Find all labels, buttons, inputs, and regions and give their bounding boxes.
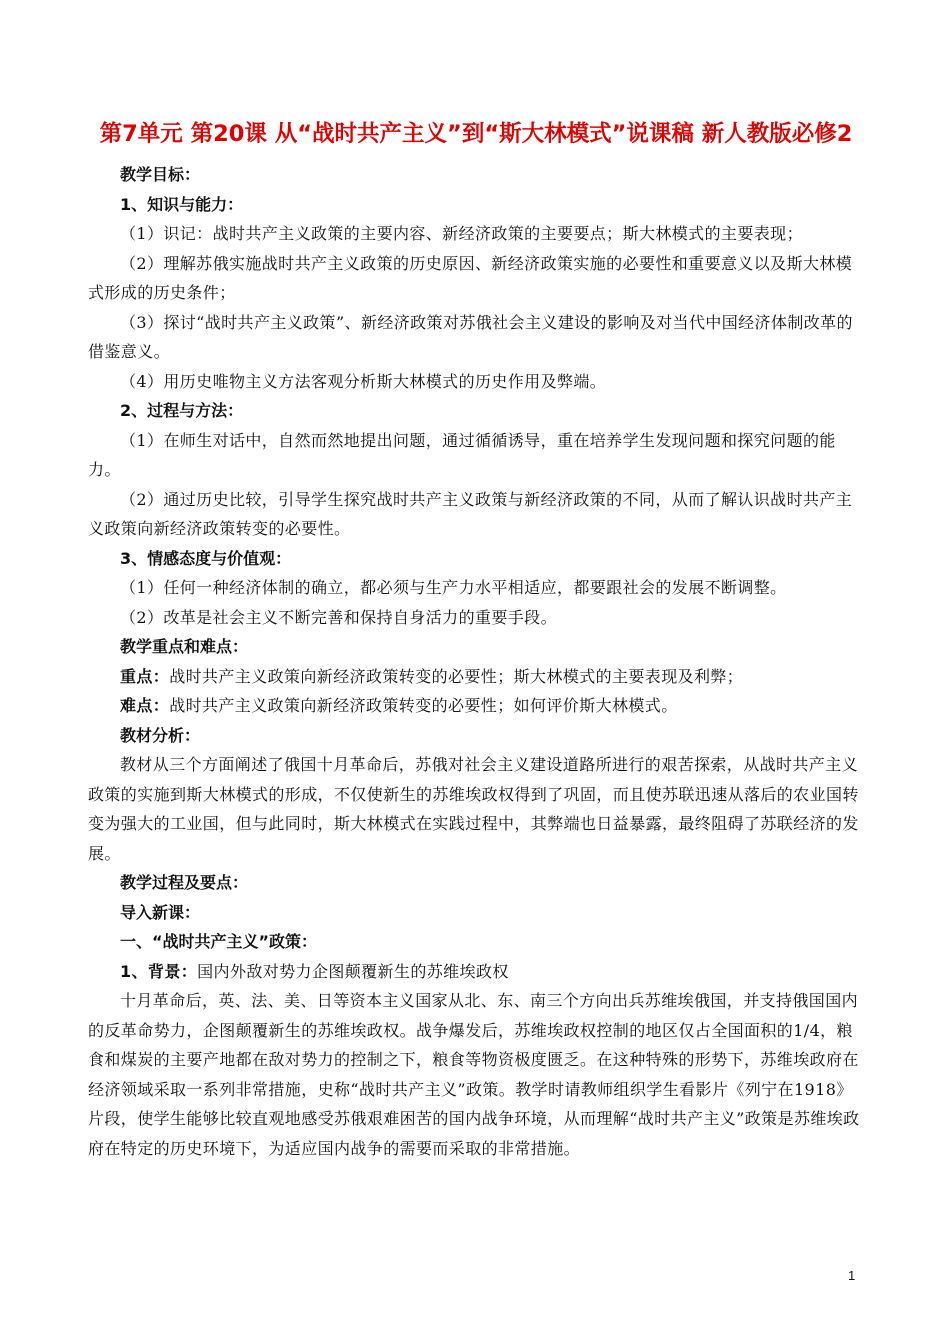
- key-points-heading: 教学重点和难点：: [120, 637, 249, 656]
- part-one-heading: 一、“战时共产主义”政策：: [120, 932, 318, 951]
- process-heading: 2、过程与方法：: [120, 401, 244, 420]
- background-paragraph: 十月革命后，英、法、美、日等资本主义国家从北、东、南三个方向出兵苏维埃俄国，并支持俄国国内的反革命势力，企图颠覆新生的苏维埃政权。战争爆发后，苏维埃政权控制的地区仅占全国面积的1/4，粮食和煤炭的主要产地都在敌对势力的控制之下，粮食等物资极度匮乏。在这种特殊的形势下，苏维埃政府在经济领域采取一系列非常措施，史称“战时共产主义”政策。教学时请教师组织学生看影片《列宁在1918》片段，使学生能够比较直观地感受苏俄艰难困苦的国内战争环境，从而理解“战时共产主义”政策是苏维埃政府在特定的历史环境下，为适应国内战争的需要而采取的非常措施。: [88, 991, 860, 1158]
- difficulty-text: 战时共产主义政策向新经济政策转变的必要性；如何评价斯大林模式。: [169, 696, 678, 715]
- teaching-process-heading: 教学过程及要点：: [120, 873, 249, 892]
- process-item-2: （2）通过历史比较，引导学生探究战时共产主义政策与新经济政策的不同，从而了解认识战时共产主义政策向新经济政策转变的必要性。: [88, 489, 853, 538]
- knowledge-item-4: （4）用历史唯物主义方法客观分析斯大林模式的历史作用及弊端。: [120, 371, 607, 391]
- values-item-2: （2）改革是社会主义不断完善和保持自身活力的重要手段。: [120, 607, 557, 627]
- background-label: 1、背景：: [120, 961, 198, 981]
- page-number: 1: [848, 1268, 856, 1283]
- analysis-paragraph: 教材从三个方面阐述了俄国十月革命后，苏俄对社会主义建设道路所进行的艰苦探索，从战时共产主义政策的实施到斯大林模式的形成，不仅使新生的苏维埃政权得到了巩固，而且使苏联迅速从落后的农业国转变为强大的工业国，但与此同时，斯大林模式在实践过程中，其弊端也日益暴露，最终阻碍了苏联经济的发展。: [88, 755, 859, 863]
- key-point-label: 重点：: [120, 666, 170, 686]
- knowledge-item-1: （1）识记：战时共产主义政策的主要内容、新经济政策的主要要点；斯大林模式的主要表现；: [120, 224, 803, 243]
- key-point-text: 战时共产主义政策向新经济政策转变的必要性；斯大林模式的主要表现及利弊；: [169, 666, 744, 686]
- knowledge-item-3: （3）探讨“战时共产主义政策”、新经济政策对苏俄社会主义建设的影响及对当代中国经济体制改革的借鉴意义。: [88, 312, 853, 361]
- values-item-1: （1）任何一种经济体制的确立，都必须与生产力水平相适应，都要跟社会的发展不断调整。: [120, 578, 787, 597]
- key-point-line: [88, 662, 864, 692]
- difficulty-label: 难点：: [120, 696, 170, 715]
- knowledge-item-2: （2）理解苏俄实施战时共产主义政策的历史原因、新经济政策实施的必要性和重要意义以及斯大林模式形成的历史条件；: [88, 253, 853, 302]
- page-title: 第7单元 第20课 从“战时共产主义”到“斯大林模式”说课稿 新人教版必修2: [99, 121, 853, 147]
- analysis-heading: 教材分析：: [120, 725, 201, 745]
- objectives-heading: 教学目标：: [120, 165, 201, 184]
- background-line: [88, 957, 864, 987]
- difficulty-line: [88, 691, 864, 721]
- background-text: 国内外敌对势力企图颠覆新生的苏维埃政权: [197, 961, 509, 981]
- knowledge-heading: 1、知识与能力：: [120, 194, 244, 214]
- intro-heading: 导入新课：: [120, 902, 201, 922]
- document-page: [88, 118, 864, 1163]
- values-heading: 3、情感态度与价值观：: [120, 548, 292, 568]
- process-item-1: （1）在师生对话中，自然而然地提出问题，通过循循诱导，重在培养学生发现问题和探究问题的能力。: [88, 430, 836, 479]
